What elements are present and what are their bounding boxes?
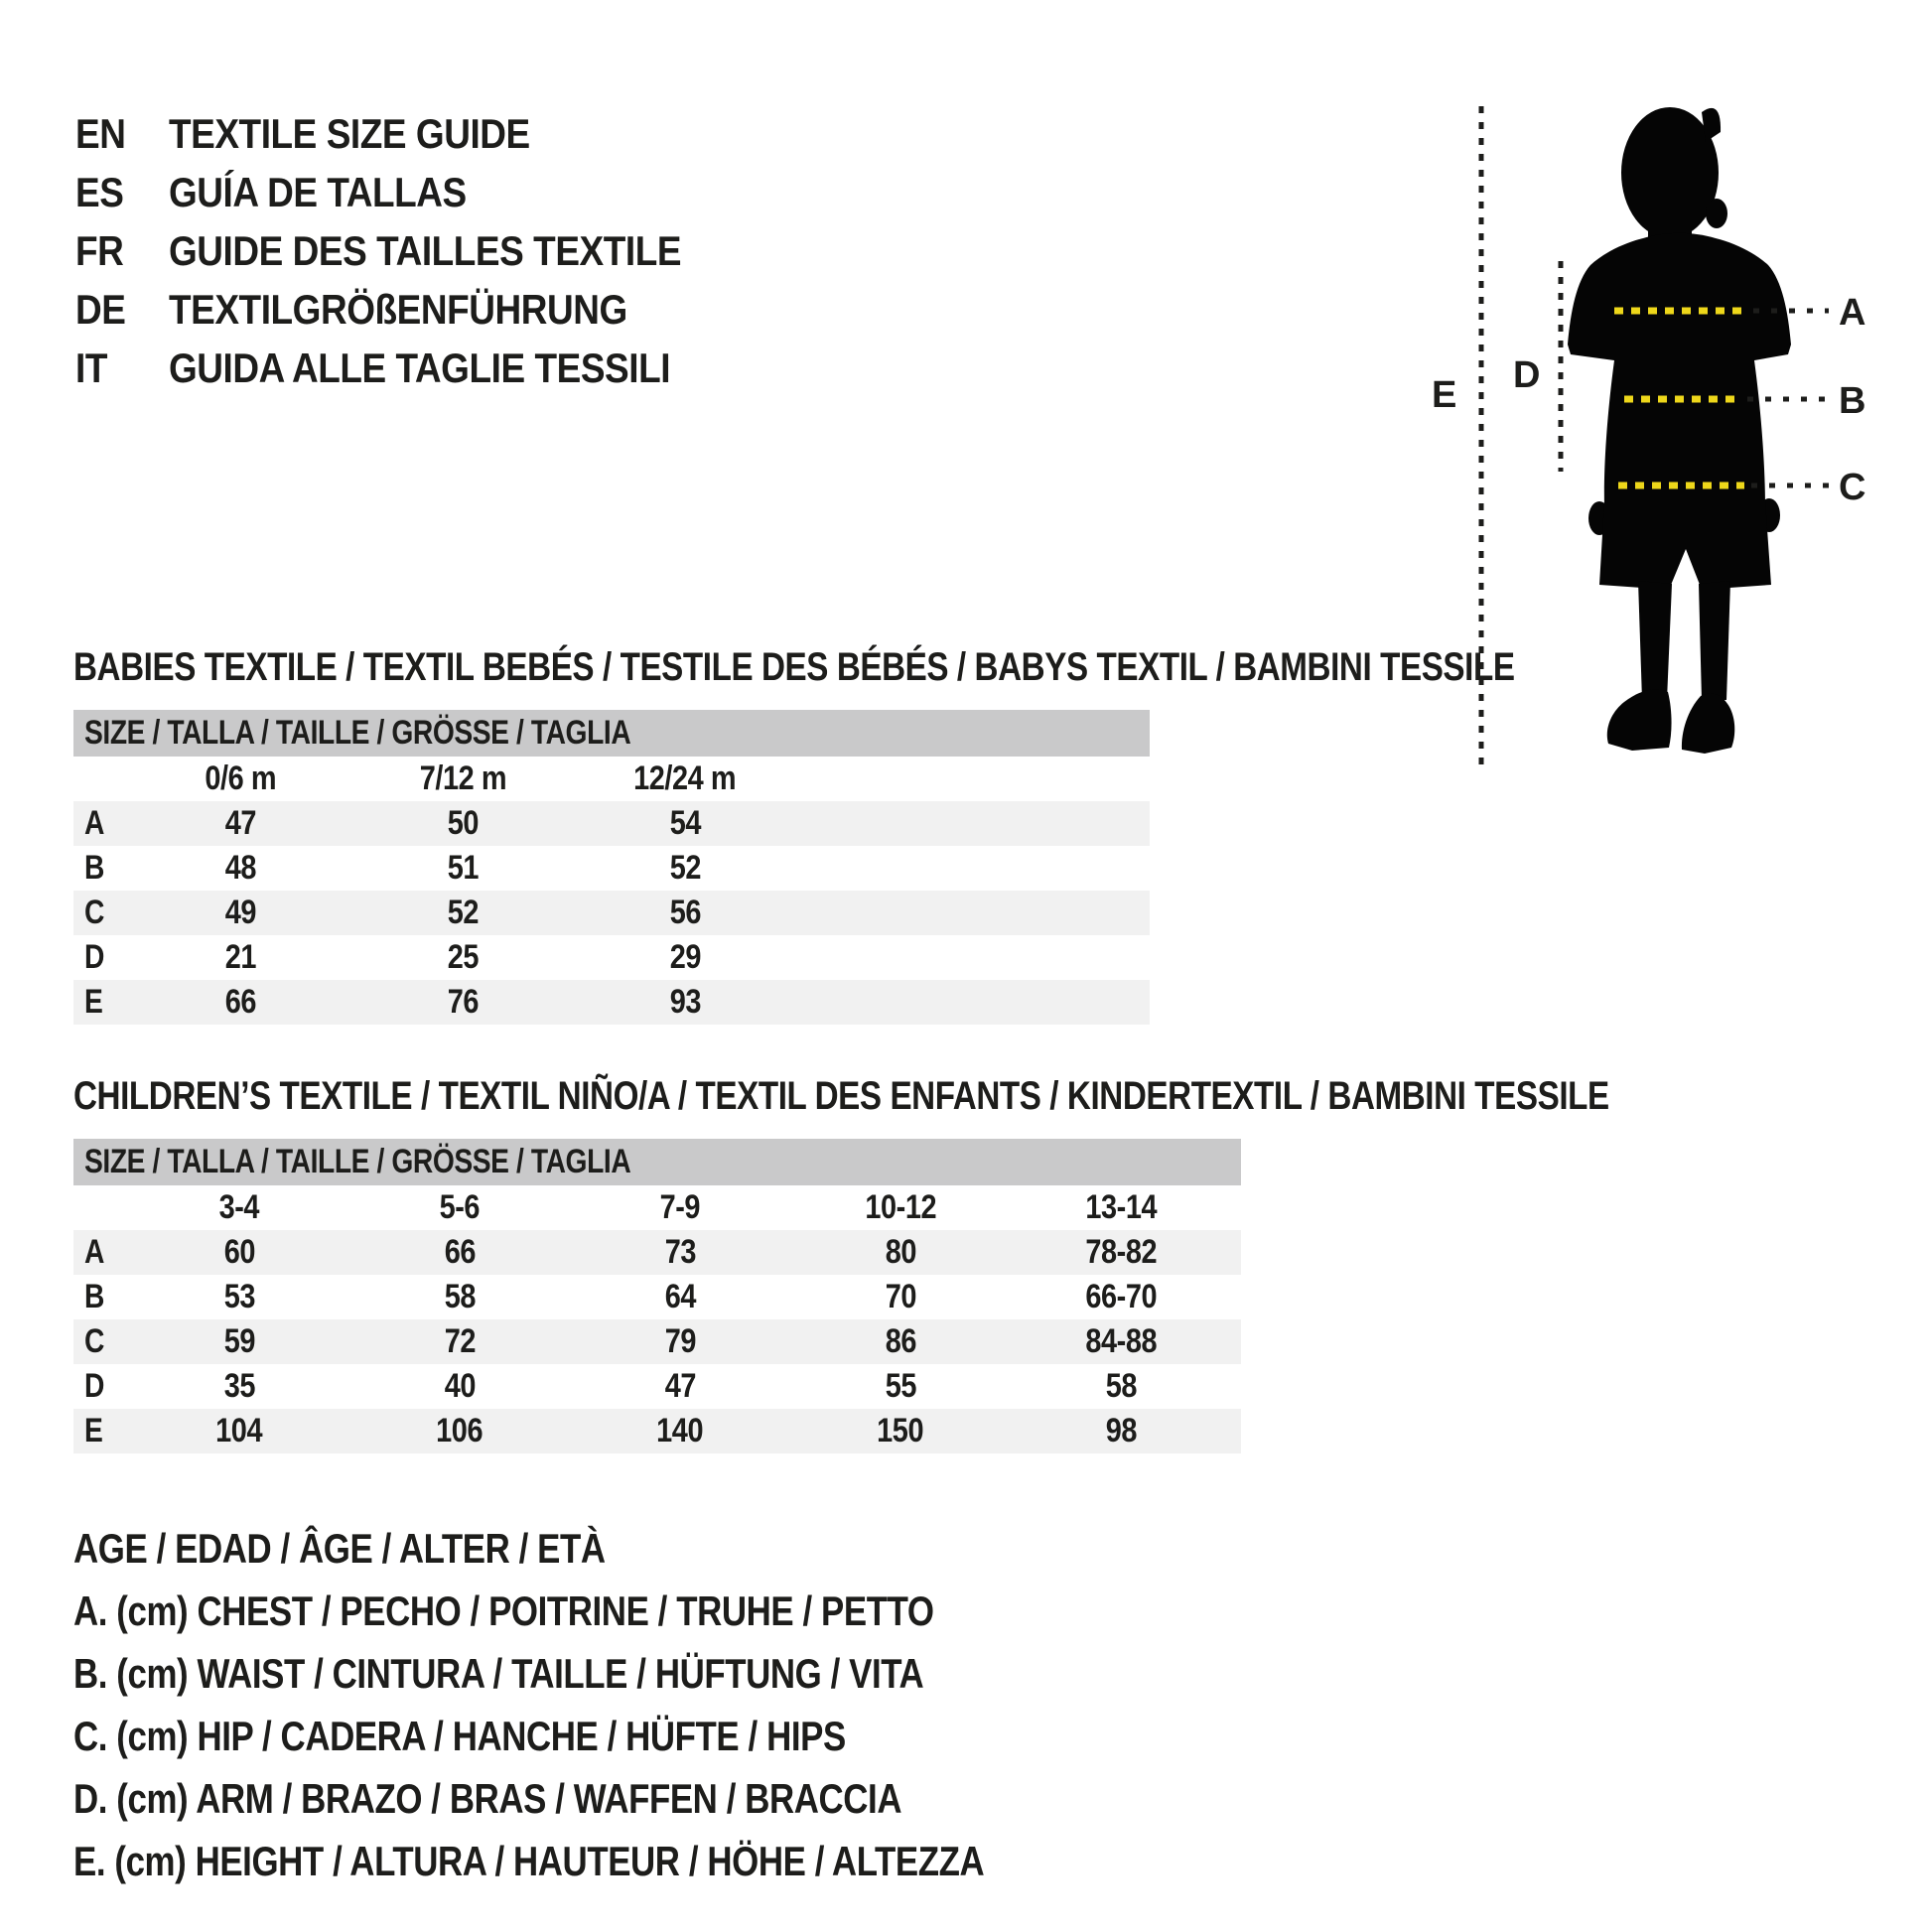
- size-cell: 150: [877, 1412, 924, 1449]
- babies-table-header-bar: SIZE / TALLA / TAILLE / GRÖSSE / TAGLIA: [73, 710, 1150, 757]
- row-label: A: [84, 1233, 104, 1271]
- table-row-d: [73, 935, 1150, 980]
- size-cell: 104: [215, 1412, 263, 1449]
- size-cell: 98: [1105, 1412, 1137, 1449]
- size-cell: 58: [1105, 1367, 1137, 1405]
- legend-age: AGE / EDAD / ÂGE / ALTER / ETÀ: [73, 1524, 606, 1572]
- babies-size-table: [73, 710, 1150, 1025]
- size-cell: 106: [436, 1412, 483, 1449]
- column-header: 5-6: [439, 1188, 481, 1226]
- language-title-block: [75, 104, 751, 397]
- size-cell: 58: [444, 1278, 476, 1315]
- size-cell: 59: [223, 1322, 255, 1360]
- language-row-en: [75, 104, 751, 163]
- column-header: 13-14: [1085, 1188, 1157, 1226]
- size-cell: 25: [447, 938, 479, 976]
- table-row-b: [73, 846, 1150, 891]
- figure-label-d: D: [1513, 354, 1541, 396]
- child-silhouette-diagram: [1420, 84, 1932, 804]
- size-cell: 29: [669, 938, 701, 976]
- legend-waist: B. (cm) WAIST / CINTURA / TAILLE / HÜFTUNG / VITA: [73, 1649, 924, 1697]
- table-row-d: [73, 1364, 1241, 1409]
- legend-chest: A. (cm) CHEST / PECHO / POITRINE / TRUHE / PETTO: [73, 1587, 934, 1634]
- size-cell: 56: [669, 894, 701, 931]
- language-row-de: [75, 280, 751, 339]
- size-cell: 79: [664, 1322, 696, 1360]
- column-header: 7/12 m: [419, 759, 506, 797]
- guide-title: TEXTILE SIZE GUIDE: [169, 109, 530, 157]
- table-row-e: [73, 1409, 1241, 1453]
- size-cell: 93: [669, 983, 701, 1021]
- size-cell: 40: [444, 1367, 476, 1405]
- table-row-a: [73, 1230, 1241, 1275]
- size-cell: 84-88: [1085, 1322, 1157, 1360]
- table-row-c: [73, 891, 1150, 935]
- size-cell: 51: [447, 849, 479, 887]
- babies-section-title: BABIES TEXTILE / TEXTIL BEBÉS / TESTILE DES BÉBÉS / BABYS TEXTIL / BAMBINI TESSILE: [73, 644, 1515, 689]
- babies-column-header-row: [73, 757, 1150, 801]
- guide-title: GUIDA ALLE TAGLIE TESSILI: [169, 344, 671, 391]
- measurement-figure: [1420, 84, 1932, 804]
- legend-arm: D. (cm) ARM / BRAZO / BRAS / WAFFEN / BRACCIA: [73, 1774, 902, 1822]
- row-label: C: [84, 894, 104, 931]
- size-cell: 73: [664, 1233, 696, 1271]
- column-header: 12/24 m: [633, 759, 737, 797]
- size-cell: 140: [656, 1412, 704, 1449]
- language-row-es: [75, 163, 751, 221]
- row-label: B: [84, 1278, 104, 1315]
- column-header: 0/6 m: [205, 759, 276, 797]
- size-cell: 55: [885, 1367, 916, 1405]
- children-table-header-bar: SIZE / TALLA / TAILLE / GRÖSSE / TAGLIA: [73, 1139, 1241, 1185]
- table-row-a: [73, 801, 1150, 846]
- size-cell: 54: [669, 804, 701, 842]
- children-column-header-row: [73, 1185, 1241, 1230]
- size-cell: 78-82: [1085, 1233, 1157, 1271]
- table-row-b: [73, 1275, 1241, 1319]
- size-cell: 52: [669, 849, 701, 887]
- table-row-e: [73, 980, 1150, 1025]
- figure-label-a: A: [1839, 292, 1866, 334]
- legend-hip: C. (cm) HIP / CADERA / HANCHE / HÜFTE / HIPS: [73, 1712, 846, 1759]
- size-cell: 21: [224, 938, 256, 976]
- language-code: ES: [75, 168, 124, 215]
- size-cell: 49: [224, 894, 256, 931]
- language-code: FR: [75, 226, 124, 274]
- size-cell: 66: [444, 1233, 476, 1271]
- size-cell: 47: [664, 1367, 696, 1405]
- language-row-fr: [75, 221, 751, 280]
- size-cell: 53: [223, 1278, 255, 1315]
- column-header: 10-12: [865, 1188, 936, 1226]
- guide-title: GUIDE DES TAILLES TEXTILE: [169, 226, 682, 274]
- guide-title: TEXTILGRÖßENFÜHRUNG: [169, 285, 627, 333]
- size-cell: 48: [224, 849, 256, 887]
- figure-label-c: C: [1839, 467, 1866, 508]
- legend-height: E. (cm) HEIGHT / ALTURA / HAUTEUR / HÖHE / ALTEZZA: [73, 1837, 985, 1884]
- size-cell: 80: [885, 1233, 916, 1271]
- size-cell: 76: [447, 983, 479, 1021]
- row-label: E: [84, 1412, 103, 1449]
- row-label: A: [84, 804, 104, 842]
- column-header: 3-4: [218, 1188, 260, 1226]
- size-cell: 66: [224, 983, 256, 1021]
- language-code: DE: [75, 285, 126, 333]
- column-header: 7-9: [659, 1188, 701, 1226]
- measurement-legend: [73, 1517, 1171, 1892]
- language-code: IT: [75, 344, 107, 391]
- row-label: D: [84, 938, 104, 976]
- size-cell: 50: [447, 804, 479, 842]
- row-label: E: [84, 983, 103, 1021]
- size-cell: 52: [447, 894, 479, 931]
- figure-label-e: E: [1432, 374, 1457, 416]
- size-cell: 66-70: [1085, 1278, 1157, 1315]
- size-cell: 86: [885, 1322, 916, 1360]
- language-code: EN: [75, 109, 126, 157]
- size-cell: 35: [223, 1367, 255, 1405]
- row-label: B: [84, 849, 104, 887]
- children-size-table: [73, 1139, 1241, 1453]
- guide-title: GUÍA DE TALLAS: [169, 168, 467, 215]
- language-row-it: [75, 339, 751, 397]
- row-label: D: [84, 1367, 104, 1405]
- size-cell: 60: [223, 1233, 255, 1271]
- size-cell: 47: [224, 804, 256, 842]
- size-cell: 70: [885, 1278, 916, 1315]
- row-label: C: [84, 1322, 104, 1360]
- size-cell: 64: [664, 1278, 696, 1315]
- size-cell: 72: [444, 1322, 476, 1360]
- figure-label-b: B: [1839, 380, 1866, 422]
- table-row-c: [73, 1319, 1241, 1364]
- children-section-title: CHILDREN’S TEXTILE / TEXTIL NIÑO/A / TEXTIL DES ENFANTS / KINDERTEXTIL / BAMBINI TESSILE: [73, 1073, 1609, 1118]
